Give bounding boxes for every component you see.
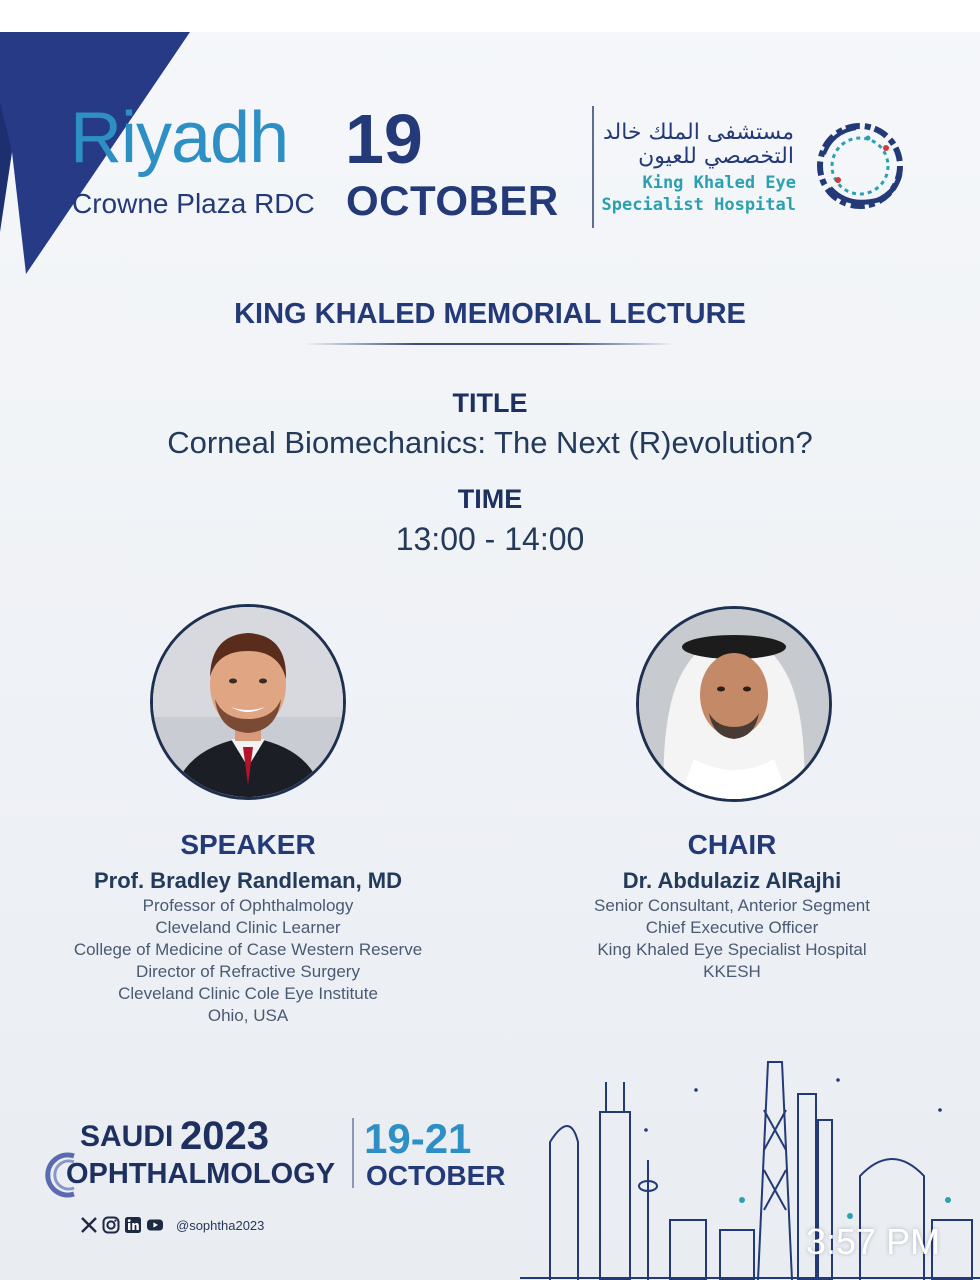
speaker-detail-line: Cleveland Clinic Cole Eye Institute (118, 984, 378, 1003)
chair-name: Dr. Abdulaziz AlRajhi (622, 868, 842, 893)
hospital-logo (808, 118, 912, 214)
lecture-title: Corneal Biomechanics: The Next (R)evolution? (167, 425, 813, 460)
screen-time-overlay: 3:57 PM (806, 1221, 941, 1262)
chair-role-label: CHAIR (687, 829, 777, 860)
time-label: TIME (457, 484, 523, 514)
speaker-name: Prof. Bradley Randleman, MD (93, 868, 403, 893)
chair-detail-line: Chief Executive Officer (645, 918, 819, 937)
speaker-role-label: SPEAKER (180, 829, 316, 860)
chair-detail-line: KKESH (703, 962, 761, 981)
instagram-icon[interactable] (102, 1216, 120, 1234)
youtube-icon[interactable] (146, 1216, 164, 1234)
speaker-photo (150, 604, 346, 800)
lecture-time: 13:00 - 14:00 (395, 521, 585, 557)
footer-saudi-text: SAUDI (80, 1120, 174, 1153)
footer-year: 2023 (180, 1114, 269, 1158)
footer-month: OCTOBER (366, 1160, 506, 1191)
event-day: 19 (345, 100, 423, 178)
speaker-portrait-illustration (153, 607, 343, 797)
chair-detail-line: King Khaled Eye Specialist Hospital (597, 940, 867, 959)
footer-dates: 19-21 (364, 1115, 472, 1162)
heading-underline (305, 343, 675, 345)
speaker-detail-line: Professor of Ophthalmology (142, 896, 354, 915)
hospital-name-english-line2: Specialist Hospital (601, 195, 796, 215)
chair-detail-line: Senior Consultant, Anterior Segment (594, 896, 870, 915)
speaker-detail-line: Cleveland Clinic Learner (155, 918, 341, 937)
linkedin-icon[interactable] (124, 1216, 142, 1234)
hospital-name-arabic-line2: التخصصي للعيون (638, 144, 794, 169)
city-name: Riyadh (70, 98, 289, 178)
chair-photo (636, 606, 832, 802)
speaker-detail-line: Ohio, USA (207, 1006, 289, 1025)
footer-ophthalmology-text: OPHTHALMOLOGY (66, 1158, 336, 1190)
event-month: OCTOBER (346, 177, 559, 224)
chair-portrait-illustration (639, 609, 829, 799)
venue-name: Crowne Plaza RDC (72, 188, 315, 219)
hospital-name-english-line1: King Khaled Eye (642, 173, 796, 193)
chair-details (532, 895, 932, 983)
footer-divider (352, 1118, 354, 1188)
x-icon[interactable] (80, 1216, 98, 1234)
social-handle[interactable]: @sophtha2023 (176, 1218, 265, 1233)
hospital-name-arabic-line1: مستشفى الملك خالد (602, 120, 794, 145)
lecture-heading: KING KHALED MEMORIAL LECTURE (234, 298, 746, 330)
speaker-detail-line: Director of Refractive Surgery (136, 962, 360, 981)
speaker-details (48, 895, 448, 1027)
title-label: TITLE (452, 388, 528, 418)
top-strip (0, 0, 980, 32)
speaker-detail-line: College of Medicine of Case Western Reserve (73, 940, 423, 959)
